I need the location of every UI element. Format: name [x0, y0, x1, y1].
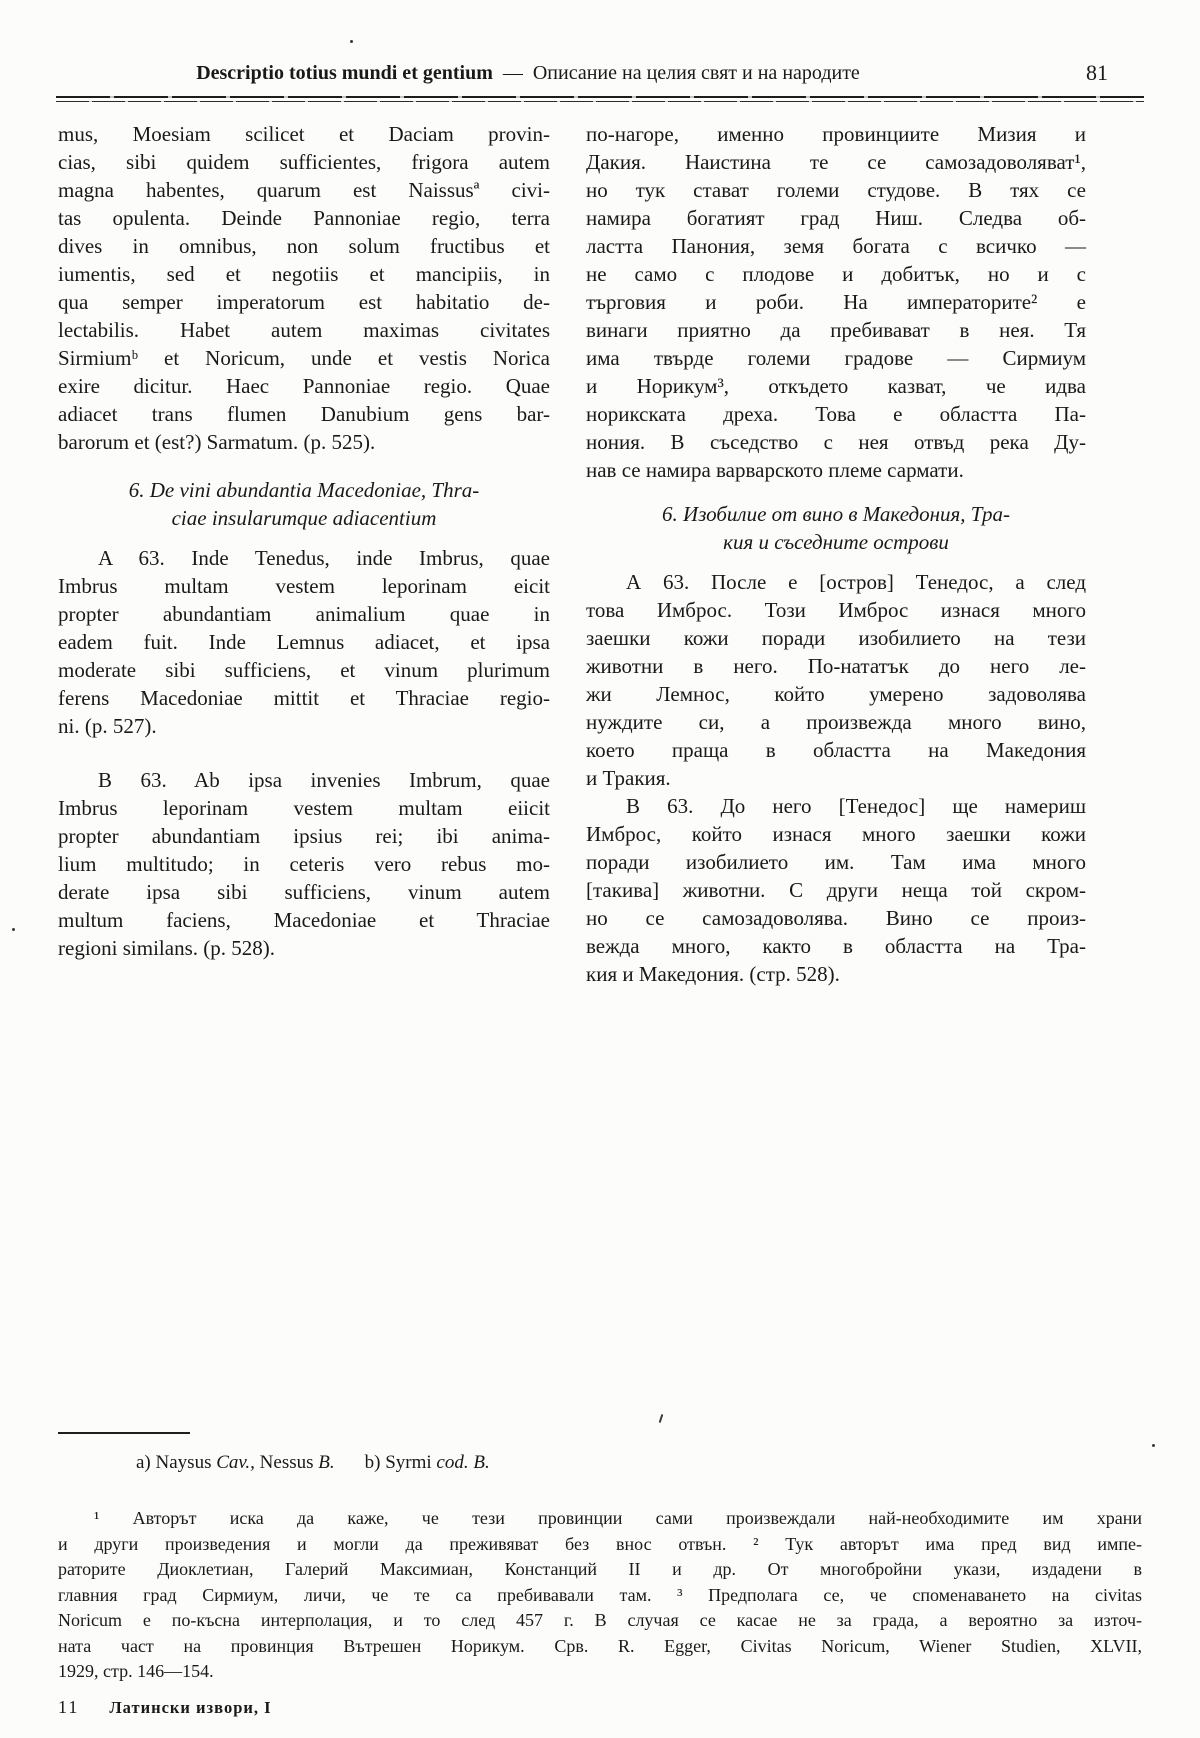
- bulgarian-column: [586, 120, 1086, 988]
- scan-speck: [12, 928, 15, 931]
- text-line: ferens Macedoniae mittit et Thraciae regio-: [58, 686, 550, 710]
- bulgarian-section-heading: [586, 500, 1086, 556]
- running-header-latin: Descriptio totius mundi et gentium: [196, 62, 493, 84]
- bulgarian-paragraph-b63: [586, 792, 1086, 988]
- text-line: dives in omnibus, non solum fructibus et: [58, 234, 550, 258]
- text-line: Sirmiumᵇ et Noricum, unde et vestis Norica: [58, 346, 550, 370]
- latin-continuation-paragraph: [58, 120, 550, 456]
- text-line: A 63. Inde Tenedus, inde Imbrus, quae: [98, 546, 550, 570]
- text-line: ni. (p. 527).: [58, 714, 157, 738]
- text-line: barorum et (est?) Sarmatum. (p. 525).: [58, 430, 376, 454]
- apparatus-a-sigla2: B.: [318, 1452, 335, 1473]
- text-line: и Норикум³, откъдето казват, че идва: [586, 374, 1086, 398]
- text-line: lectabilis. Habet autem maximas civitates: [58, 318, 550, 342]
- text-line: вежда много, както в областта на Тра-: [586, 934, 1086, 958]
- text-line: 1929, стр. 146—154.: [58, 1661, 214, 1681]
- text-line: regioni similans. (p. 528).: [58, 936, 275, 960]
- text-line: В 63. До него [Тенедос] ще намериш: [626, 794, 1086, 818]
- text-line: поради изобилието им. Там има много: [586, 850, 1086, 874]
- text-line: ластта Панония, земя богата с всичко —: [586, 234, 1086, 258]
- text-line: но тук стават големи студове. В тях се: [586, 178, 1086, 202]
- latin-paragraph-a63: [58, 544, 550, 740]
- apparatus-b-word: Syrmi: [385, 1452, 432, 1473]
- text-line: нав се намира варварското племе сармати.: [586, 458, 964, 482]
- text-line: [такива] животни. С други неща той скром-: [586, 878, 1086, 902]
- text-line: mus, Moesiam scilicet et Daciam provin-: [58, 122, 550, 146]
- text-line: и Тракия.: [586, 766, 671, 790]
- text-line: нуждите си, а произвежда много вино,: [586, 710, 1086, 734]
- numbered-footnotes: [58, 1506, 1142, 1685]
- header-rule: [56, 96, 1144, 102]
- header-rule-top: [56, 96, 1144, 98]
- text-line: раторите Диоклетиан, Галерий Максимиан, Констанций II и др. От многобройни укази, издадени в: [58, 1559, 1142, 1579]
- text-line: Noricum е по-късна интерполация, и то след 457 г. В случая се касае не за града, а вероятно за източ-: [58, 1610, 1142, 1630]
- text-line: не само с плодове и добитък, но и с: [586, 262, 1086, 286]
- text-columns: [58, 120, 1086, 988]
- page-number: 81: [1086, 60, 1108, 85]
- text-line: ciae insularumque adiacentium: [171, 506, 437, 530]
- text-line: кия и съседните острови: [723, 530, 949, 554]
- text-line: животни в него. По-нататък до него ле-: [586, 654, 1086, 678]
- text-line: iumentis, sed et negotiis et mancipiis, in: [58, 262, 550, 286]
- latin-paragraph-b63: [58, 766, 550, 962]
- text-line: главния град Сирмиум, личи, че те са пребивавали там. ³ Предполага се, че споменаването на civitas: [58, 1584, 1142, 1605]
- apparatus-a-sigla: Cav.,: [216, 1452, 255, 1473]
- text-line: намира богатият град Ниш. Следва об-: [586, 206, 1086, 230]
- apparatus-a-label: a): [136, 1452, 151, 1473]
- text-line: tas opulenta. Deinde Pannoniae regio, terra: [58, 206, 550, 230]
- text-line: Имброс, който изнася много заешки кожи: [586, 822, 1086, 846]
- text-line: ната част на провинция Вътрешен Норикум. Срв. R. Egger, Civitas Noricum, Wiener Studien, XLVII,: [58, 1635, 1142, 1656]
- header-rule-bottom: [56, 101, 1144, 102]
- text-line: 6. Изобилие от вино в Македония, Тра-: [662, 502, 1010, 526]
- scan-speck: [659, 1414, 664, 1423]
- running-header: [58, 62, 1108, 85]
- text-line: ¹ Авторът иска да каже, че тези провинции сами произвеждали най-необходимите им храни: [94, 1508, 1142, 1528]
- bulgarian-continuation-paragraph: [586, 120, 1086, 484]
- text-line: но се самозадоволява. Вино се произ-: [586, 906, 1086, 930]
- text-line: и други произведения и могли да преживяват без внос отвън. ² Тук авторът има пред вид импе-: [58, 1533, 1142, 1554]
- footnote-area: [58, 1432, 1142, 1718]
- text-line: Imbrus multam vestem leporinam eicit: [58, 574, 550, 598]
- text-line: винаги приятно да пребивават в нея. Тя: [586, 318, 1086, 342]
- text-line: има твърде големи градове — Сирмиум: [586, 346, 1086, 370]
- text-line: moderate sibi sufficiens, et vinum plurimum: [58, 658, 550, 682]
- scan-speck: [350, 40, 353, 43]
- apparatus-entry-b: [365, 1452, 490, 1473]
- text-line: което праща в областта на Македония: [586, 738, 1086, 762]
- text-line: търговия и роби. На императорите² е: [586, 290, 1086, 314]
- apparatus-a-word: Naysus: [155, 1452, 212, 1473]
- text-line: жи Лемнос, който умерено задоволява: [586, 682, 1086, 706]
- text-line: propter abundantiam ipsius rei; ibi anima-: [58, 824, 550, 848]
- apparatus-b-sigla: cod. B.: [436, 1452, 490, 1473]
- text-line: derate ipsa sibi sufficiens, vinum autem: [58, 880, 550, 904]
- apparatus-entry-a: [136, 1452, 335, 1473]
- latin-column: [58, 120, 550, 988]
- signature-number: 11: [58, 1696, 80, 1717]
- text-line: propter abundantiam animalium quae in: [58, 602, 550, 626]
- text-line: magna habentes, quarum est Naissusª civi-: [58, 178, 550, 202]
- running-header-bulgarian: Описание на целия свят и на народите: [532, 62, 860, 84]
- footnote-separator-rule: [58, 1432, 190, 1434]
- text-line: норикската дреха. Това е областта Па-: [586, 402, 1086, 426]
- text-line: eadem fuit. Inde Lemnus adiacet, et ipsa: [58, 630, 550, 654]
- series-title: Латински извори, I: [109, 1697, 272, 1717]
- apparatus-a-word2: Nessus: [259, 1452, 314, 1473]
- text-line: Дакия. Наистина те се самозадоволяват¹,: [586, 150, 1086, 174]
- text-line: 6. De vini abundantia Macedoniae, Thra-: [128, 478, 480, 502]
- critical-apparatus: [58, 1452, 1142, 1474]
- text-line: заешки кожи поради изобилието на тези: [586, 626, 1086, 650]
- apparatus-b-label: b): [364, 1452, 381, 1473]
- text-line: adiacet trans flumen Danubium gens bar-: [58, 402, 550, 426]
- latin-section-heading: [58, 476, 550, 532]
- text-line: Imbrus leporinam vestem multam eiicit: [58, 796, 550, 820]
- text-line: multum faciens, Macedoniae et Thraciae: [58, 908, 550, 932]
- text-line: exire dicitur. Haec Pannoniae regio. Quae: [58, 374, 550, 398]
- text-line: cias, sibi quidem sufficientes, frigora autem: [58, 150, 550, 174]
- text-line: qua semper imperatorum est habitatio de-: [58, 290, 550, 314]
- bulgarian-paragraph-a63: [586, 568, 1086, 792]
- running-header-dash: —: [502, 62, 523, 84]
- text-line: това Имброс. Този Имброс изнася много: [586, 598, 1086, 622]
- page-footer: [58, 1697, 1142, 1718]
- text-line: по-нагоре, именно провинциите Мизия и: [586, 122, 1086, 146]
- scan-speck: [1152, 1444, 1155, 1447]
- text-line: lium multitudo; in ceteris vero rebus mo-: [58, 852, 550, 876]
- text-line: нония. В съседство с нея отвъд река Ду-: [586, 430, 1086, 454]
- text-line: А 63. После е [остров] Тенедос, а след: [626, 570, 1086, 594]
- text-line: кия и Македония. (стр. 528).: [586, 962, 840, 986]
- text-line: B 63. Ab ipsa invenies Imbrum, quae: [98, 768, 550, 792]
